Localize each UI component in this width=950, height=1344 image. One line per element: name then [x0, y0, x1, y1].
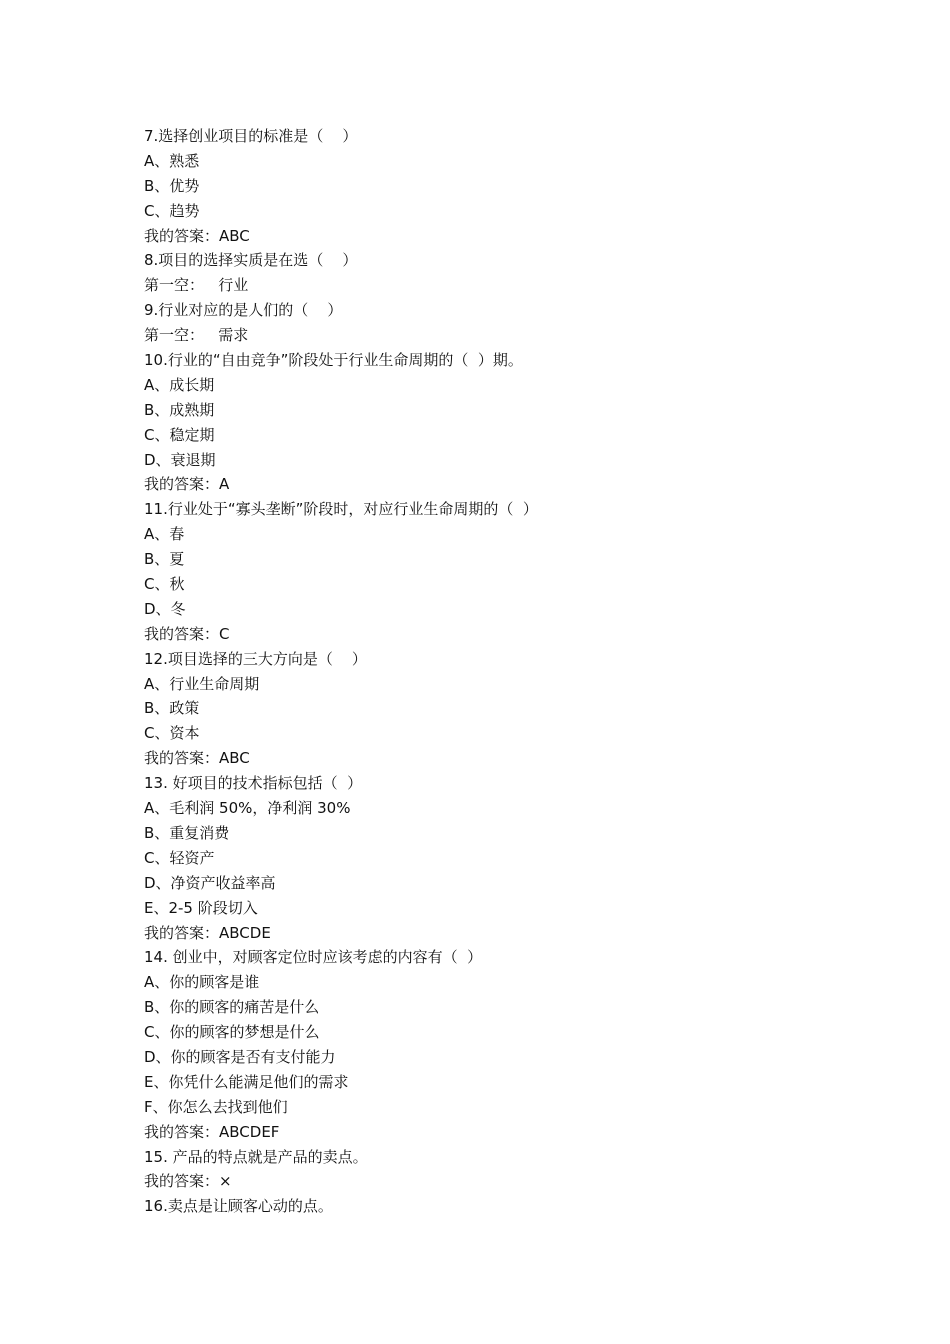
option-text: C、秋: [144, 575, 185, 594]
question-text: 7.选择创业项目的标准是（ ）: [144, 127, 358, 145]
option-text: A、春: [144, 525, 185, 544]
option-text: B、优势: [144, 176, 200, 195]
option-text: D、冬: [144, 599, 186, 618]
question-text: 8.项目的选择实质是在选（ ）: [144, 251, 358, 270]
option-text: D、净资产收益率高: [144, 873, 276, 892]
option-text: C、趋势: [144, 201, 200, 220]
option-text: C、轻资产: [144, 848, 215, 867]
my-answer-text: 我的答案：A: [144, 475, 230, 494]
question-text: 12.项目选择的三大方向是（ ）: [144, 649, 367, 668]
question-text: 11.行业处于“寡头垄断”阶段时，对应行业生命周期的（ ）: [144, 500, 538, 519]
option-text: D、衰退期: [144, 450, 216, 469]
option-text: A、你的顾客是谁: [144, 973, 260, 992]
my-answer-text: 我的答案：ABC: [144, 226, 250, 245]
option-text: C、稳定期: [144, 425, 215, 444]
option-text: A、毛利润 50%，净利润 30%: [144, 799, 351, 818]
option-text: F、你怎么去找到他们: [144, 1097, 288, 1116]
question-text: 9.行业对应的是人们的（ ）: [144, 301, 343, 320]
option-text: B、政策: [144, 699, 200, 718]
my-answer-text: 我的答案：C: [144, 624, 230, 643]
question-text: 14. 创业中，对顾客定位时应该考虑的内容有（ ）: [144, 948, 483, 967]
question-text: 13. 好项目的技术指标包括（ ）: [144, 774, 363, 793]
blank-answer-text: 第一空： 需求: [144, 326, 249, 345]
option-text: E、2-5 阶段切入: [144, 898, 258, 917]
question-text: 10.行业的“自由竞争”阶段处于行业生命周期的（ ）期。: [144, 351, 523, 370]
option-text: C、你的顾客的梦想是什么: [144, 1023, 320, 1042]
my-answer-text: 我的答案：ABCDEF: [144, 1122, 280, 1141]
blank-answer-text: 第一空： 行业: [144, 276, 249, 295]
option-text: B、成熟期: [144, 400, 215, 419]
option-text: B、你的顾客的痛苦是什么: [144, 998, 320, 1017]
option-text: B、夏: [144, 550, 185, 569]
question-text: 15. 产品的特点就是产品的卖点。: [144, 1147, 368, 1166]
my-answer-text: 我的答案：ABC: [144, 749, 250, 768]
option-text: E、你凭什么能满足他们的需求: [144, 1072, 349, 1091]
option-text: A、成长期: [144, 375, 215, 394]
my-answer-text: 我的答案：×: [144, 1172, 232, 1191]
document-body: [144, 124, 824, 1219]
option-text: C、资本: [144, 724, 200, 743]
my-answer-text: 我的答案：ABCDE: [144, 923, 271, 942]
option-text: D、你的顾客是否有支付能力: [144, 1047, 336, 1066]
option-text: A、熟悉: [144, 151, 200, 170]
option-text: B、重复消费: [144, 823, 230, 842]
question-text: 16.卖点是让顾客心动的点。: [144, 1197, 333, 1216]
option-text: A、行业生命周期: [144, 674, 260, 693]
